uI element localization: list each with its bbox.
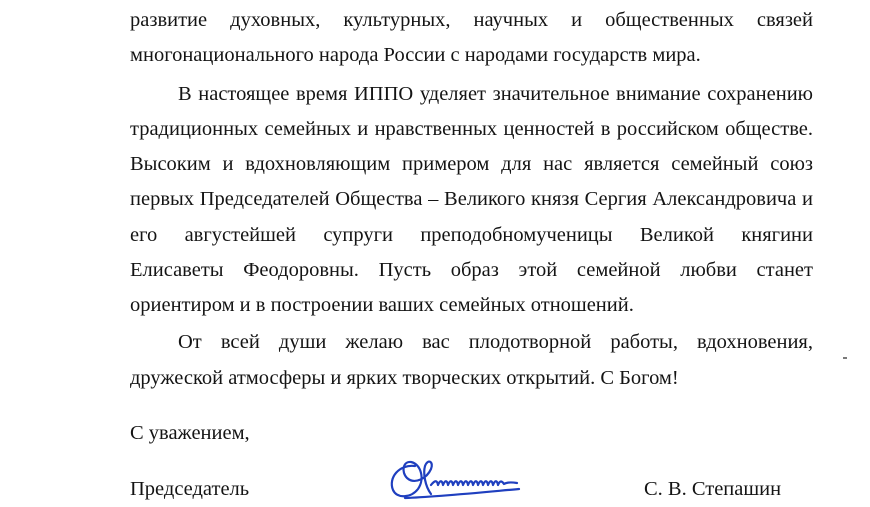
letter-line-1: развитие духовных, культурных, научных и общественных связей xyxy=(130,9,813,31)
letter-line-7: его августейшей супруги преподобномученицы Великой княгини xyxy=(130,224,813,246)
signature-image xyxy=(385,452,525,504)
letter-line-9: ориентиром и в построении ваших семейных отношений. xyxy=(130,294,634,316)
letter-line-8: Елисаветы Феодоровны. Пусть образ этой семейной любви станет xyxy=(130,259,813,281)
letter-line-4: традиционных семейных и нравственных ценностей в российском обществе. xyxy=(130,118,813,140)
letter-line-3: В настоящее время ИППО уделяет значительное внимание сохранению xyxy=(178,83,813,105)
letter-line-6: первых Председателей Общества – Великого князя Сергия Александровича и xyxy=(130,188,813,210)
letter-line-10: От всей души желаю вас плодотворной работы, вдохновения, xyxy=(178,331,813,353)
scan-speck xyxy=(843,357,847,359)
closing-text: С уважением, xyxy=(130,422,250,444)
signer-name: С. В. Степашин xyxy=(644,478,782,500)
letter-line-2: многонационального народа России с народами государств мира. xyxy=(130,44,701,66)
letter-line-11: дружеской атмосферы и ярких творческих открытий. С Богом! xyxy=(130,367,679,389)
signer-title: Председатель xyxy=(130,478,250,500)
letter-line-5: Высоким и вдохновляющим примером для нас является семейный союз xyxy=(130,153,813,175)
